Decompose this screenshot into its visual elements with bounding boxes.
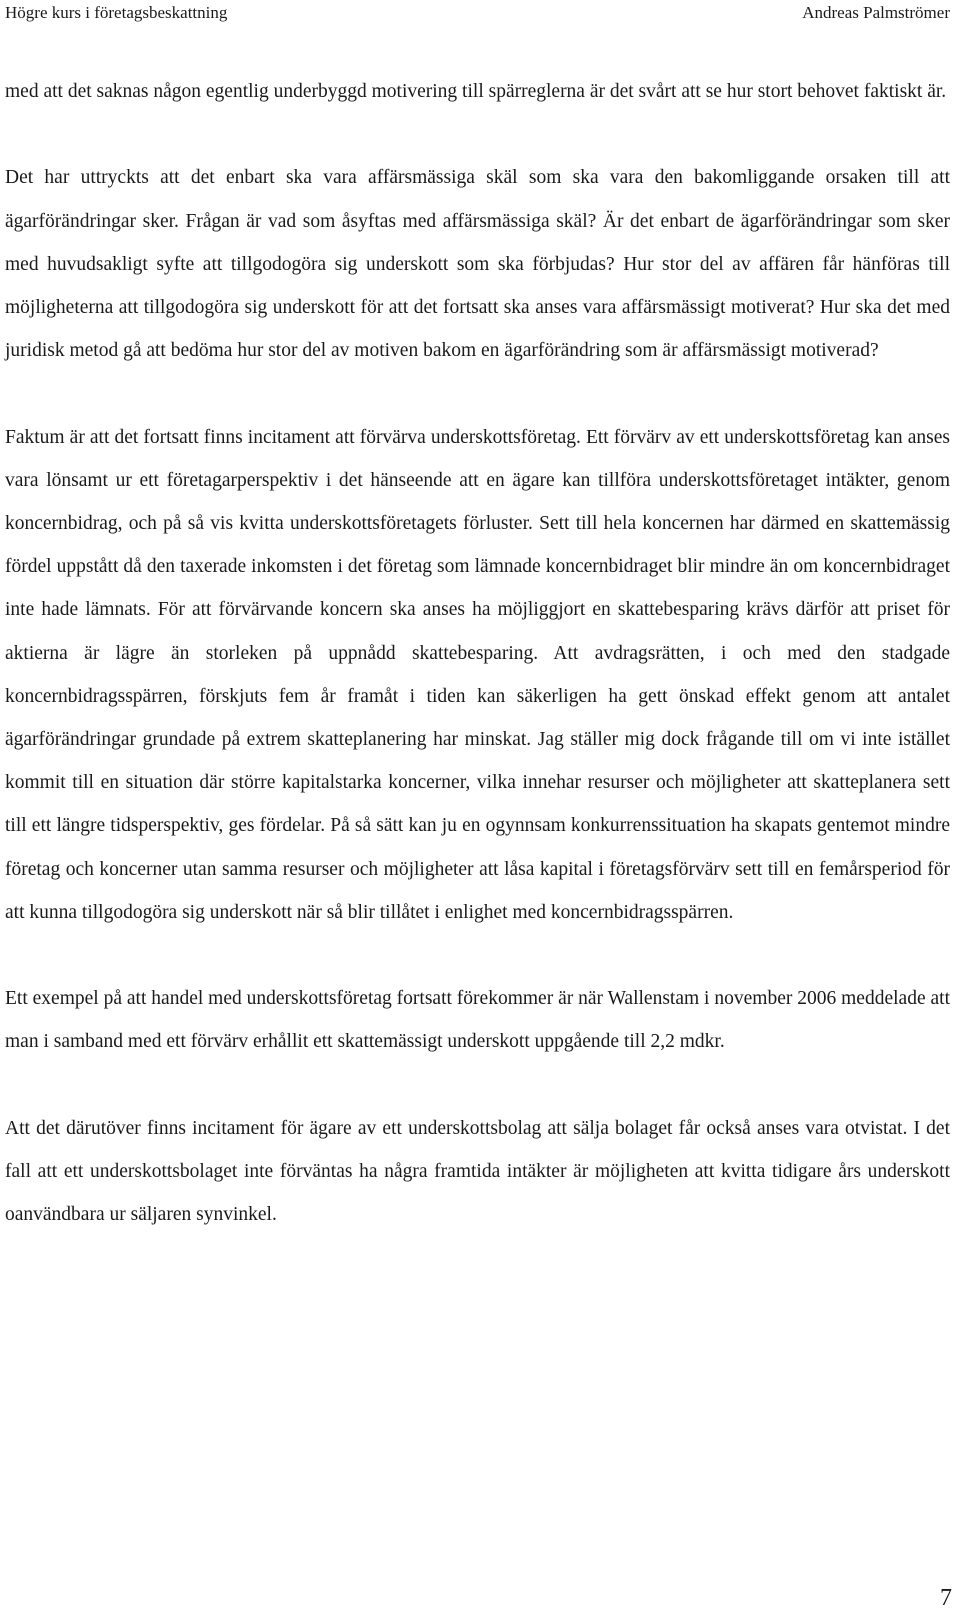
paragraph: Det har uttryckts att det enbart ska vara affärsmässiga skäl som ska vara den bakomliggande orsaken till att ägarförändringar sker. Frågan är vad som åsyftas med affärsmässiga skäl? Är det enbart de ägarförändringar som sker med huvudsakligt syfte att tillgodogöra sig underskott som ska förbjudas? Hur stor del av affären får hänföras till möjligheterna att tillgodogöra sig underskott för att det fortsatt ska anses vara affärsmässigt motiverat? Hur ska det med juridisk metod gå att bedöma hur stor del av motiven bakom en ägarförändring som är affärsmässigt motiverad? [5, 167, 950, 362]
paragraph: Faktum är att det fortsatt finns incitament att förvärva underskottsföretag. Ett förvärv av ett underskottsföretag kan anses vara lönsamt ur ett företagarperspektiv i det hänseende att en ägare kan tillföra underskottsföretaget intäkter, genom koncernbidrag, och på så vis kvitta underskottsföretagets förluster. Sett till hela koncernen har därmed en skattemässig fördel uppstått då den taxerade inkomsten i det företag som lämnade koncernbidraget blir mindre än om koncernbidraget inte hade lämnats. För att förvärvande koncern ska anses ha möjliggjort en skattebesparing krävs därför att priset för aktierna är lägre än storleken på uppnådd skattebesparing. Att avdragsrätten, i och med den stadgade koncernbidragsspärren, förskjuts fem år framåt i tiden kan säkerligen ha gett önskad effekt genom att antalet ägarförändringar grundade på extrem skatteplanering har minskat. Jag ställer mig dock frågande till om vi inte istället kommit till en situation där större kapitalstarka koncerner, vilka innehar resurser och möjligheter att skatteplanera sett till ett längre tidsperspektiv, ges fördelar. På så sätt kan ju en ogynnsam konkurrenssituation ha skapats gentemot mindre företag och koncerner utan samma resurser och möjligheter att låsa kapital i företagsförvärv sett till en femårsperiod för att kunna tillgodogöra sig underskott när så blir tillåtet i enlighet med koncernbidragsspärren. [5, 426, 950, 923]
header-course-title: Högre kurs i företagsbeskattning [5, 3, 228, 22]
document-body [5, 70, 950, 1236]
page-header [0, 0, 950, 26]
paragraph: Att det därutöver finns incitament för ägare av ett underskottsbolag att sälja bolaget får också anses vara otvistat. I det fall att ett underskottsbolaget inte förväntas ha några framtida intäkter är möjligheten att kvitta tidigare års underskott oanvändbara ur säljaren synvinkel. [5, 1117, 950, 1226]
paragraph: Ett exempel på att handel med underskottsföretag fortsatt förekommer är när Wallenstam i november 2006 meddelade att man i samband med ett förvärv erhållit ett skattemässigt underskott uppgående till 2,2 mdkr. [5, 988, 950, 1053]
paragraph: med att det saknas någon egentlig underbyggd motivering till spärreglerna är det svårt att se hur stort behovet faktiskt är. [5, 81, 947, 102]
page-number: 7 [940, 1585, 952, 1611]
header-author: Andreas Palmströmer [802, 3, 950, 22]
